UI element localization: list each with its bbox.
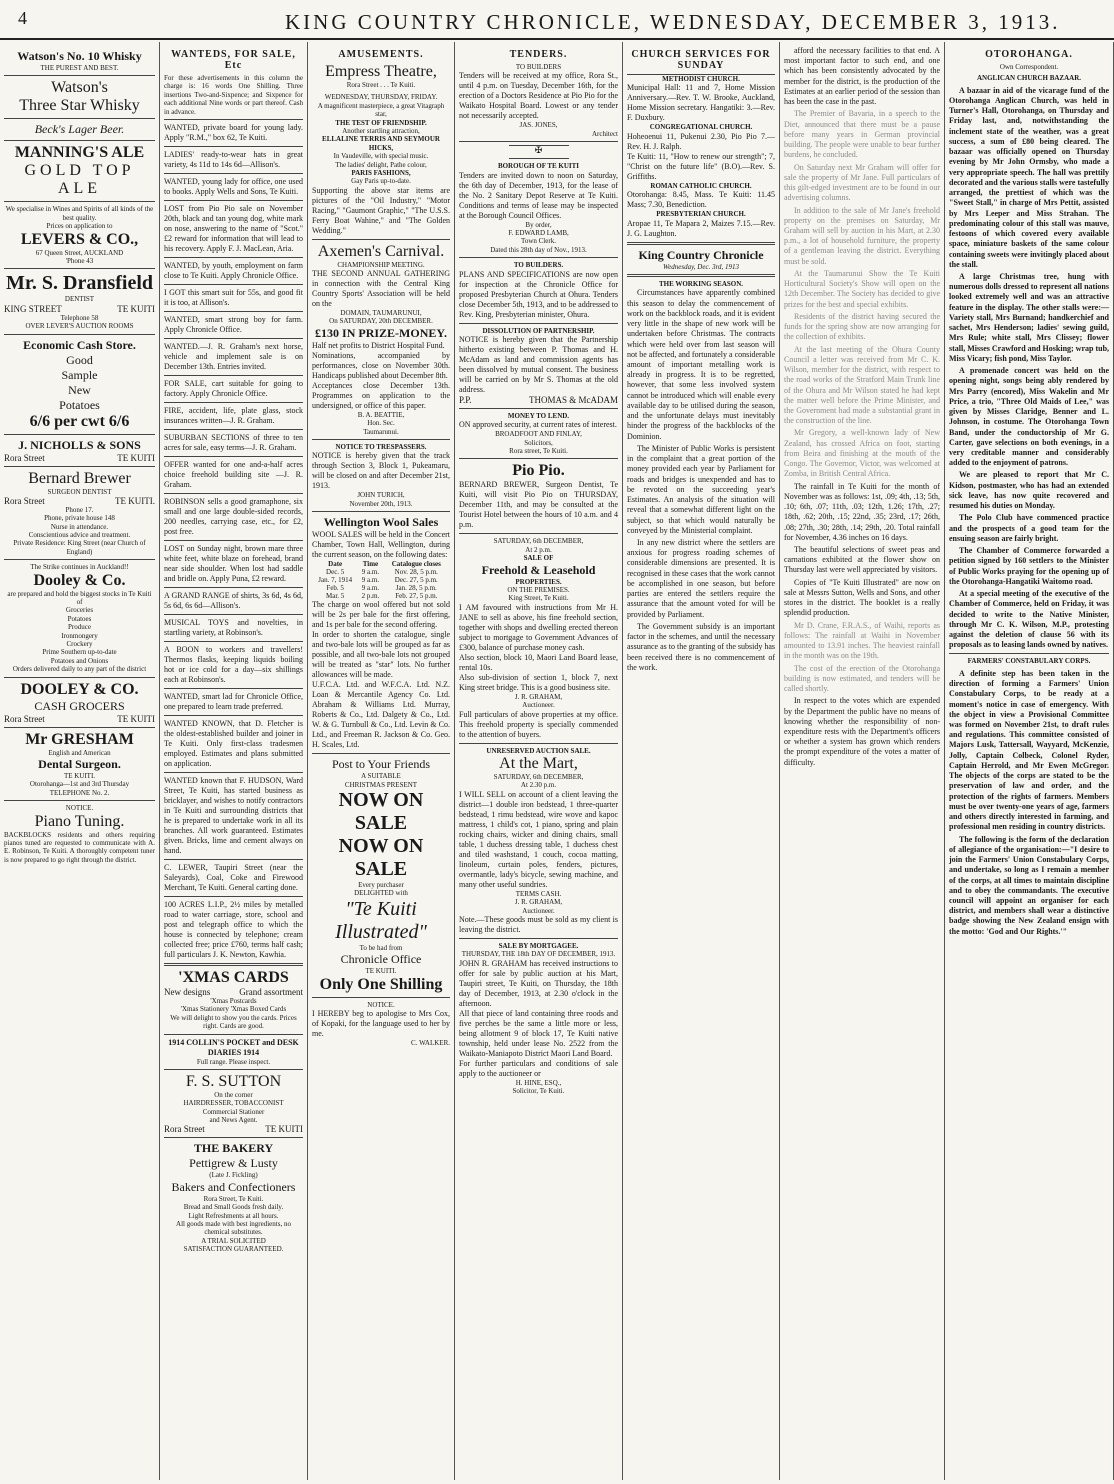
axemen-taumarunui: Taumarunui. (363, 427, 399, 436)
diary-title: 1914 COLLIN'S POCKET and DESK DIARIES 1914 (168, 1037, 299, 1057)
pettigrew-name: Pettigrew & Lusty (189, 1156, 278, 1171)
dooley-item-3: Produce (68, 623, 91, 632)
borough-crest-icon: ✠ (509, 145, 569, 159)
piopio-title: Pio Pio. (512, 462, 565, 480)
wool-text: WOOL SALES will be held in the Concert Chamber, Town Hall, Wellington, during the current season, on the following dates: (312, 530, 450, 560)
wines-text: We specialise in Wines and Spirits of all kinds of the best quality. (5, 205, 154, 222)
empress-support: Supporting the above star items are pictures of the "Oil Industry," "Motor Racing," "Gaumont Graphic," "The U.S.S. Ferry Boat Wahine," and "The Golden Wedding." (312, 185, 450, 235)
news-para-7: Mr Gregory, a well-known lady of New Zealand, has crossed Africa on foot, starting from Beira and finishing at the mouth of the Congo. The Governor, Victor, was welcomed at Zomba, in British Central Africa. (784, 428, 940, 479)
jones-name: JAS. JONES, (519, 121, 558, 130)
methodist-text: Municipal Hall: 11 and 7, Home Mission Anniversary.—Rev. T. W. Brooke, Auckland, Home Mission secretary. Hangatiki: 3.—Rev. F. Duxbury. (627, 83, 775, 123)
wool-title: Wellington Wool Sales (323, 515, 439, 530)
borough-title: BOROUGH OF TE KUITI (497, 162, 580, 171)
wanted-item-14: LOST on Sunday night, brown mare three white feet, white blaze on forehead, brand near side shoulder. When lost had saddle and bridle on. Apply Puna, £2 reward. (164, 543, 303, 583)
xmas-postcards: 'Xmas Postcards (210, 996, 257, 1005)
mortgagee-title: SALE BY MORTGAGEE. (498, 941, 579, 950)
hine-title: Solicitor, Te Kuiti. (512, 1087, 565, 1096)
bazaar-title: ANGLICAN CHURCH BAZAAR. (976, 74, 1082, 83)
sutton-street: Rora Street (164, 1124, 205, 1135)
sutton-line-2: HAIRDRESSER, TOBACCONIST (183, 1099, 284, 1108)
premises: ON THE PREMISES. (507, 586, 570, 595)
to-be-had: To be had from (359, 943, 403, 952)
freehold-title: Freehold & Leasehold (481, 562, 596, 577)
also-text-2: Also sub-division of section 1, block 7, next King street bridge. This is a good business site. (459, 672, 618, 692)
news-para-5: Residents of the district having secured the funds for the spring show are now arranging for the collection of exhibits. (784, 311, 940, 342)
money-text: ON approved security, at current rates of interest. (459, 420, 617, 430)
axemen-beattie: B. A. BEATTIE, (357, 410, 405, 419)
also-text: Also section, block 10, Maori Land Board lease, rental 10s. (459, 652, 618, 672)
dooley-orders: Orders delivered daily to any part of the district (12, 665, 147, 674)
wanted-item-8: WANTED.—J. R. Graham's next horse, vehicle and implement sale is on December 13th. Entries invited. (164, 341, 303, 371)
church-header: CHURCH SERVICES FOR SUNDAY (627, 46, 775, 75)
chronicle-town: TE KUITI. (365, 967, 397, 976)
will-sell-text: I WILL SELL on account of a client leaving the district—1 double iron bedstead, 1 three-quarter bedstead, 1 rimu bedstead, wire wove and kapoc mattress, 1 child's cot, 1 piano, spring and plain rocking chairs, wicker and dining chairs, small table, 1 duchess dressing table, 1 duchess chest and tiled washstand, 1 couch, cocoa matting, linoleum, curtain poles, fenders, pictures, overmantle, lady's bicycle, sewing machine, and many other useful sundries. (459, 789, 618, 889)
empress-street: Rora Street . . . Te Kuiti. (346, 81, 416, 89)
apology-notice: NOTICE. (367, 1000, 395, 1009)
wanted-item-4: LOST from Pio Pio sale on November 20th, black and tan young dog, white mark on nose, answering to the name of "Scot." £2 reward for information that will lead to his recovery. Apply F. J. MacLean, Aria. (164, 203, 303, 253)
news-para-6: At the last meeting of the Ohura County Council a letter was received from Mr C. K. Wilson, member for the district, with respect to the road works of the Stratford Main Trunk line of the Ohura and Mr Wilson stated he had kept the matter well before the Prime Minister, and the Government had made a substantial grant in the construction of the line. (784, 344, 940, 426)
whisky-ad-sub: THE PUREST AND BEST. (40, 64, 119, 72)
turich-name: JOHN TURICH, (357, 491, 405, 500)
dooley-item-1: Groceries (65, 606, 94, 615)
wanted-item-12: OFFER wanted for one and-a-half acres choice freehold building site —J. R. Graham. (164, 459, 303, 489)
dransfield-street: KING STREET (4, 303, 62, 314)
wanted-item-10: FIRE, accident, life, plate glass, stock insurances written—J. R. Graham. (164, 405, 303, 425)
table-cell: 9 a.m. (361, 576, 380, 585)
dooley-item-5: Crockery (66, 639, 93, 648)
broadfoot-solicitors: Solicitors, (524, 438, 553, 447)
paper-name: King Country Chronicle (638, 247, 764, 262)
gresham-name: Mr GRESHAM (25, 730, 134, 748)
axemen-profits: Half net profits to District Hospital Fund. (312, 340, 445, 350)
working-season-title: THE WORKING SEASON. (658, 279, 744, 288)
now-on-sale-1: NOW ON SALE (338, 788, 424, 834)
brewer-title: SURGEON DENTIST (47, 487, 112, 496)
roman-text: Otorohanga: 8.45, Mass. Te Kuiti: 11.45 Mass; 7.30, Benediction. (627, 190, 775, 210)
mart-time: At 2.30 p.m. (520, 781, 557, 790)
potatoes-line-1: Good (66, 352, 93, 367)
table-cell: Jan. 28, 5 p.m. (395, 584, 437, 593)
king-street: King Street, Te Kuiti. (508, 594, 569, 603)
bakery-goods: All goods made with best ingredients, no chemical substitutes. (176, 1220, 291, 1237)
table-cell: Jan. 7, 1914 (318, 576, 353, 585)
axemen-prize: £130 IN PRIZE-MONEY. (315, 325, 447, 340)
jones-title: Architect (591, 129, 618, 138)
illustrated-title: Illustrated" (335, 920, 427, 943)
mannings-ale-label: MANNING'S ALE (14, 144, 145, 162)
mortgagee-text-2: All that piece of land containing three roods and five perches be the same a little more or less, being allotment 9 of block 17, Te Kuiti native township, held under lease No. 2522 from the Waikato-Maniapoto District Maori Land Board. (459, 1008, 618, 1058)
sutton-line-1: On the corner (214, 1090, 253, 1099)
wanted-item-15: A GRAND RANGE of shirts, 3s 6d, 4s 6d, 5s 6d, 6s 6d—Allison's. (164, 590, 303, 610)
borough-dated: Dated this 28th day of Nov., 1913. (490, 245, 587, 254)
bakery-trial: A TRIAL SOLICITED (201, 1236, 266, 1245)
presby-text: Aropae 11, Te Mapara 2, Maizes 7.15.—Rev. J. G. Laughton. (627, 218, 775, 238)
trespass-title: NOTICE TO TRESPASSERS. (335, 443, 427, 452)
watsons-label: Watson's (51, 79, 108, 97)
editorial-para-1: Circumstances have apparently combined this season to delay the commencement of work on the backblock roads, and it is evident very little in the shape of new work will be undertaken before Christmas. The contracts which were held over from last season will not be affected, and fortunately a considerable amount of important metalling work is already in progress. It is to be regretted, however, that some less involved system cannot be introduced which will enable every available day to be utilised during the season, and the unfortunate delays must inevitably hinder the progress of the backblocks of the Dominion. (627, 288, 776, 441)
dransfield-over: OVER LEVER'S AUCTION ROOMS (25, 322, 134, 331)
table-cell: 9 a.m. (361, 584, 380, 593)
news-para-8: The rainfall in Te Kuiti for the month of November was as follows: 1st, .09; 4th, .13; 5th, .10; 6th, .07; 11th, .03; 12th, 1.26; 17th, .27; 18th, .62; 20th, .15; 22nd, .35; 23rd, .17; 26th, .08; 27th, .30; 28th, .14; 29th, .20. Total rainfall for November, 4.36 inches on 16 days. (784, 481, 940, 542)
dooley-co-name: DOOLEY & CO. (20, 680, 139, 698)
table-row (312, 568, 450, 576)
strike-text: The Strike continues in Auckland!! (30, 563, 129, 572)
terms-cash: TERMS CASH. (515, 889, 562, 898)
note-text: Note.—These goods must be sold as my client is leaving the district. (459, 914, 618, 934)
presby-title: PRESBYTERIAN CHURCH. (656, 210, 746, 219)
dooley-town: TE KUITI (117, 713, 155, 724)
farmers-para-1: A definite step has been taken in the direction of forming a Farmers' Union Constabulary Corps, to be ready at a moment's notice in case of emergency. With the object in view a Provisional Committee was formed on November 21st, to draft rules and regulations. This committee consisted of Majors Lusk, Tattersall, Wayyard, McKenzie, Jolly, Captain Colbeck, Colonel Ryder, Captain Herrold, and Mr Ewen McGregor. The objects of the corps are stated to be the preservation of law and order, and the protection of the rights of farmers. Members must be over twenty-one years of age, farmers and others directly interested in farming, and professional men residing in country districts. (949, 668, 1109, 832)
sutton-town: TE KUITI (265, 1124, 303, 1135)
farmers-para-2: The following is the form of the declaration of allegiance of the organisation:—"I desire to join the Farmers' Union Constabulary Corps, and undertake, so long as I remain a member of the corps, at all times to maintain discipline and to obey the commandants. The executive council will appoint an organiser for each district, and members shall wear a distinctive badge showing the New Zealand ensign with the motto: 'God and Our Rights.'" (949, 834, 1109, 936)
dooley-item-7: Potatoes and Onions (50, 656, 109, 665)
newspaper-title: KING COUNTRY CHRONICLE, WEDNESDAY, DECEMBER 3, 1913. (285, 10, 1061, 34)
wanted-item-16: MUSICAL TOYS and novelties, in startling variety, at Robinson's. (164, 617, 303, 637)
broadfoot-rora: Rora street, Te Kuiti. (509, 447, 568, 456)
graham-title-2: Auctioneer. (522, 906, 555, 915)
piano-title: Piano Tuning. (34, 812, 125, 830)
brewer-nurse: Nurse in attendance. (50, 522, 109, 531)
news-para-1: The Premier of Bavaria, in a speech to the Diet, announced that there must be a pause before many years in German provincial building. The people were unable to bear further burdens, he concluded. (784, 109, 940, 160)
favoured-text: I AM favoured with instructions from Mr H. JANE to sell as above, his fine freehold section, together with shops and dwelling erected thereon subject to mortgage to Government Advances of £300, balance of purchase money cash. (459, 602, 618, 652)
wanted-item-21: C. LEWER, Taupiri Street (near the Saleyards), Coal, Coke and Firewood Merchant, Te Kuiti. General carting done. (164, 862, 303, 892)
column-1-ads (0, 42, 160, 1480)
every-purchaser: Every purchaser (358, 880, 404, 889)
dransfield-name: Mr. S. Dransfield (5, 272, 154, 295)
congregational-text-2: Te Kuiti: 11, "How to renew our strength"; 7, "Christ on the future life" (B.O).—Rev. S. Griffiths. (627, 151, 775, 181)
money-title: MONEY TO LEND. (507, 411, 570, 420)
wanted-item-20: WANTED known that F. HUDSON, Ward Street, Te Kuiti, has started business as bricklayer, and wishes to notify contractors in Te Kuiti and surrounding districts that he is prepared to undertake work in all its branches. All work guaranteed. Estimates given. Bricks, lime and cement always on hand. (164, 775, 303, 855)
piano-notice-label: NOTICE. (65, 804, 94, 813)
sale-at2: At 2 p.m. (525, 545, 552, 554)
dransfield-title: DENTIST (64, 295, 95, 304)
xmas-stationery: 'Xmas Stationery 'Xmas Boxed Cards (180, 1005, 287, 1014)
wanted-item-3: WANTED, young lady for office, one used to books. Apply Wells and Sons, Te Kuiti. (164, 176, 303, 196)
wanted-item-9: FOR SALE, cart suitable for going to factory. Apply Chronicle Office. (164, 378, 303, 398)
table-cell: 9 a.m. (361, 568, 380, 577)
borough-text: Tenders are invited down to noon on Saturday, the 6th day of December, 1913, for the lease of the No. 2 Sanitary Depot Reserve at Te Kuiti. Conditions and terms of lease may be inspected at the Borough Council Offices. (459, 170, 618, 220)
empress-gay: Gay Paris up-to-date. (351, 177, 411, 186)
potatoes-line-4: Potatoes (59, 397, 100, 412)
column-2-wanteds (160, 42, 308, 1480)
mart-saturday: SATURDAY, 6th DECEMBER, (493, 772, 584, 781)
news-para-9: The beautiful selections of sweet peas and carnations exhibited at the flower show on Thursday last were well appreciated by visitors. (784, 545, 940, 575)
full-particulars: Full particulars of above properties at my office. This freehold property is specially commended to the attention of buyers. (459, 709, 618, 739)
brewer-phone-private: Phone, private house 148 (44, 514, 115, 523)
empress-masterpiece: A magnificent masterpiece, a great Vitagraph star, (317, 101, 445, 119)
bakers-label: Bakers and Confectioners (171, 1179, 296, 1194)
wanted-item-11: SUBURBAN SECTIONS of three to ten acres for sale, easy terms—J. R. Graham. (164, 432, 303, 452)
table-cell: Feb. 27, 5 p.m. (395, 592, 438, 601)
oto-para-4: We are pleased to report that Mr C. Kidson, postmaster, who has had an extended sick leave, has now quite recovered and resumed his duties on Monday. (949, 470, 1109, 511)
dooley-item-4: Ironmongery (61, 631, 98, 640)
nicholls-name: J. NICHOLLS & SONS (18, 437, 141, 452)
chronicle-office: Chronicle Office (340, 952, 422, 967)
one-shilling: Only One Shilling (319, 975, 443, 993)
dissolution-pp: P.P. (459, 394, 472, 405)
table-row (312, 584, 450, 592)
dooley-item-6: Prime Southern up-to-date (42, 648, 117, 657)
news-top: afford the necessary facilities to that end. A most important factor to such end, and one which has been consistently advocated by the member for the district, is the production of the Estimates at an earlier period of the session than has been the case in the past. (784, 46, 940, 107)
masthead (0, 0, 1114, 40)
gresham-days: Otorohanga—1st and 3rd Thursday (29, 780, 130, 789)
borough-clerk: Town Clerk. (521, 237, 556, 246)
brewer-street: Rora Street (4, 495, 45, 506)
oto-para-3: A promenade concert was held on the opening night, songs being ably rendered by Mrs Parry (encored), Miss Wakelin and Mr Price, a trio, "Three Old Maids of Lee," was given by Misses Claridge, Benner and L. Johnson, in costume. The Otorohanga Town Band, under the conductorship of Mr G. Carter, gave selections on both evenings, in a very creditable manner and considerably added to the enjoyment of patrons. (949, 366, 1109, 468)
sale-saturday: SATURDAY, 6th DECEMBER, (493, 537, 584, 546)
table-cell: Dec. 27, 5 p.m. (394, 576, 438, 585)
post-friends: Post to Your Friends (331, 757, 431, 772)
column-5-editorial (623, 42, 780, 1480)
potato-price: 6/6 per cwt 6/6 (29, 412, 130, 430)
wool-note-2: In order to shorten the catalogue, single and two-bale lots will be grouped as far as possible, and all two-bale lots not grouped will be treated as "star" lots. No further allowances will be made. (312, 630, 450, 680)
axemen-nominations: Nominations, accompanied by performances, close on November 30th. Handicaps published about December 8th. (312, 350, 450, 380)
apology-text: I HEREBY beg to apologise to Mrs Cox, of Kopaki, for the language used to her by me. (312, 1008, 450, 1038)
empress-ellaline: ELLALINE TERRIS AND SEYMOUR HICKS, (322, 135, 440, 152)
wanted-item-5: WANTED, by youth, employment on farm close to Te Kuiti. Apply Chronicle Office. (164, 260, 303, 280)
empress-friendship: THE TEST OF FRIENDSHIP. (335, 118, 427, 127)
axemen-text: THE SECOND ANNUAL GATHERING in connection with the Central King Country Sports' Association will be held on the (312, 269, 450, 309)
potatoes-line-2: Sample (61, 367, 98, 382)
news-para-10: Copies of "Te Kuiti Illustrated" are now on sale at Messrs Sutton, Wells and Sons, and other stores in the district. The booklet is a really splendid production. (784, 577, 940, 618)
farmers-title: FARMERS' CONSTABULARY CORPS. (967, 657, 1091, 666)
wanted-item-18: WANTED, smart lad for Chronicle Office, one prepared to learn trade preferred. (164, 691, 303, 711)
editorial-para-4: The Government subsidy is an important factor in the schemes, and until the necessary assurance as to the granting of the subsidy has been received there is no commencement of the work. (627, 621, 775, 672)
news-para-2: On Saturday next Mr Graham will offer for sale the property of Mr Jane. Full particulars of this gilt-edged investment are to be found in our advertising columns. (784, 162, 940, 203)
mart-title: At the Mart, (499, 754, 578, 772)
bakery-title: THE BAKERY (193, 1141, 274, 1156)
brewer-private-res: Private Residence: King Street (near Church of England) (13, 539, 146, 556)
post-present: CHRISTMAS PRESENT (344, 780, 418, 789)
otorohanga-header: OTOROHANGA. (985, 49, 1073, 60)
three-star-label: Three Star Whisky (19, 97, 140, 115)
table-row (312, 592, 450, 600)
properties-title: PROPERTIES. (515, 577, 562, 586)
levers-name: LEVERS & CO., (20, 230, 139, 248)
axemen-date: On SATURDAY, 20th DECEMBER. (329, 317, 433, 326)
wool-col-closes: Catalogue closes (391, 560, 441, 569)
lager-label: Beck's Lager Beer. (34, 122, 125, 137)
mortgagee-date: THURSDAY, THE 18th DAY OF DECEMBER, 1913. (461, 950, 616, 959)
levers-address: 67 Queen Street, AUCKLAND (35, 248, 124, 257)
tenders-header: TENDERS. (509, 49, 568, 60)
empress-days: WEDNESDAY, THURSDAY, FRIDAY. (324, 93, 438, 102)
gresham-sub: English and American (48, 748, 111, 757)
dooley-text: are prepared and hold the biggest stocks in Te Kuiti of (7, 589, 152, 607)
oto-para-6: The Chamber of Commerce forwarded a petition signed by 160 settlers to the Minister of Public Works praying for the opening up of the Otorohanga-Hangatiki Waitomo road. (949, 546, 1109, 586)
roman-title: ROMAN CATHOLIC CHURCH. (650, 181, 752, 190)
wanted-item-2: LADIES' ready-to-wear hats in great variety, 4s 11d to 14s 6d—Allison's. (164, 149, 303, 169)
wool-col-date: Date (328, 560, 343, 569)
wanteds-header: WANTEDS, FOR SALE, Etc (171, 49, 296, 71)
wanted-item-1: WANTED, private board for young lady. Apply "R.M.," box 62, Te Kuiti. (164, 122, 303, 142)
unreserved-title: UNRESERVED AUCTION SALE. (486, 746, 591, 755)
delighted-with: DELIGHTED with (354, 889, 408, 898)
oto-para-1: A bazaar in aid of the vicarage fund of the Otorohanga Anglican Church, was held in Turner's Hall, Otorohanga, on Thursday and Friday last, and, notwithstanding the inclement state of the weather, was a great success, a sum of £80 being cleared. The bazaar was officially opened on Thursday evening by Mr John Ormsby, who made a very appropriate speech. The hall was prettily decorated and the various stalls were tastefully arranged, the prettiest of which was the "Sweet Stall," in charge of Mrs Pettit, assisted by Mrs Leeper and Miss Strahan. The predominating colour of this stall was mauve, festoons of which covered every available space, miniature baskets of the same colour containing sweets were invitingly placed about the stall. (949, 85, 1109, 269)
piopio-text: BERNARD BREWER, Surgeon Dentist, Te Kuiti, will visit Pio Pio on THURSDAY, December 11th, and may be consulted at the Tourist Hotel between the hours of 10 a.m. and 4 p.m. (459, 480, 618, 530)
xmas-grand: Grand assortment (239, 986, 303, 997)
gresham-tel: TELEPHONE No. 2. (49, 788, 110, 797)
borough-lamb: F. EDWARD LAMB, (508, 228, 569, 237)
empress-ladies: The ladies' delight, Pathe colour, (335, 160, 427, 169)
dooley-name: Dooley & Co. (33, 571, 126, 589)
trespass-text: NOTICE is hereby given that the track through Section 3, Block 1, Pukeamaru, will be closed on and after December 21st, 1913. (312, 451, 450, 491)
graham-name: J. R. GRAHAM, (514, 692, 563, 701)
axemen-accept: Acceptances close December 13th. Programmes on application to the undersigned, or office of this paper. (312, 380, 450, 410)
brewer-name: Bernard Brewer (28, 469, 131, 487)
oto-para-2: A large Christmas tree, hung with numerous dolls dressed to represent all nations looked extremely well and was an attractive feature in the display. The other stalls were:—Variety stall, Mrs Burnand; handkerchief and sachet, Mrs Henderson; ladies' sewing guild, Mrs Rule; white stall, Mrs Clissey; flower stall, Misses Crawford and Hosking; wrap tub, Miss Vicary; fish pond, Miss Taylor. (949, 272, 1110, 363)
table-cell: Feb. 5 (326, 584, 344, 593)
piano-text: BACKBLOCKS residents and others requiring pianos tuned are requested to communicate with A. E. Robinson, Te Kuiti. A thoroughly competent tuner is now prepared to go right through the district. (4, 830, 155, 864)
broadfoot: BROADFOOT AND FINLAY, (495, 430, 582, 439)
table-cell: 2 p.m. (361, 592, 380, 601)
turich-date: November 20th, 1913. (349, 499, 413, 508)
hine-name: H. HINE, ESQ., (515, 1078, 562, 1087)
news-para-12: The cost of the erection of the Otorohanga building is now estimated, and tenders will be called shortly. (784, 663, 940, 694)
empress-title: Empress Theatre, (325, 63, 437, 80)
news-para-11: Mr D. Crane, F.R.A.S., of Waihi, reports as follows: The rainfall at Waihi in November amounted to 13.91 inches. The heaviest rainfall in the month was on the 19th. (784, 620, 940, 661)
diary-sub: Full range. Please inspect. (196, 1057, 271, 1066)
column-3-amusements (308, 42, 455, 1480)
column-6-news (780, 42, 945, 1480)
page-number: 4 (18, 8, 27, 28)
congregational-title: CONGREGATIONAL CHURCH. (649, 123, 753, 132)
gresham-town: TE KUITI. (63, 771, 96, 780)
pettigrew-sub: (Late J. Fickling) (209, 1171, 258, 1180)
congregational-text: Hoheoenui 11, Pukenui 2.30, Pio Pio 7.—Rev. H. J. Ralph. (627, 131, 775, 151)
brewer-conscientious: Conscientious advice and treatment. (28, 531, 131, 540)
brewer-town: TE KUITI. (115, 495, 155, 506)
news-para-3: In addition to the sale of Mr Jane's freehold property on the premises on Saturday, Mr Graham will sell by auction in his Mart, at 2.30 p.m., a lot of household furniture, the property of a gentleman leaving the district. Everything must be sold. (784, 205, 940, 266)
wanteds-intro: For these advertisements in this column the charge is: 16 words One Shilling. Three insertions Two-and-Sixpence; and Sixpence for each additional Nine words or part thereof. Cash in advance. (164, 74, 303, 116)
xmas-delight: We will delight to show you the cards. Prices right. Cards are good. (170, 1013, 297, 1031)
dransfield-town: TE KUITI (117, 303, 155, 314)
axemen-title: Axemen's Carnival. (317, 242, 445, 260)
wanted-item-7: WANTED, smart strong boy for farm. Apply Chronicle Office. (164, 314, 303, 334)
graham-title: Auctioneer. (522, 701, 555, 710)
wanted-item-22: 100 ACRES L.I.P., 2½ miles by metalled road to water carriage, store, school and post and telegraph office to which the house is connected by telephone; cream collected free; price £760, terms half cash; full particulars J. K. Newton, Kawhia. (164, 899, 303, 959)
gold-top-ale-label: GOLD TOP ALE (24, 162, 135, 198)
wool-note: The charge on wool offered but not sold will be 2s per bale for the first offering, and 1s per bale for the second offering. (312, 600, 450, 630)
dransfield-tel: Telephone 58 (60, 313, 99, 322)
sale-of: SALE OF (523, 554, 554, 563)
prices-text: Prices on application to (46, 222, 113, 231)
nicholls-street: Rora Street (4, 452, 45, 463)
bakery-street: Rora Street, Te Kuiti. (203, 1194, 264, 1203)
tenders-text: Tenders will be received at my office, Rora St., until 4 p.m. on Tuesday, December 16th, for the erection of a Doctors Residence at Pio Pio for the Waikato Hospital Board. Lowest or any tender not necessarily accepted. (459, 71, 618, 121)
levers-phone: 'Phone 43 (65, 256, 94, 265)
sutton-line-4: and News Agent. (209, 1116, 258, 1125)
bakery-bread: Bread and Small Goods fresh daily. (183, 1203, 284, 1212)
axemen-champ: CHAMPIONSHIP MEETING. (337, 260, 425, 269)
paper-date: Wednesday, Dec. 3rd, 1913 (662, 262, 740, 271)
brewer-phone: Phone 17. (65, 505, 94, 514)
table-cell: Dec. 5 (326, 568, 345, 577)
plans-text: PLANS AND SPECIFICATIONS are now open for inspection at the Chronicle Office for proposed Presbyterian Church at Ohura. Tenders close December 5th, 1913, and to be addressed to Rev. King, Presbyterian minister, Ohura. (459, 269, 618, 319)
table-row (312, 576, 450, 584)
mortgagee-text: JOHN R. GRAHAM has received instructions to offer for sale by public auction at his Mart, Taupiri street, Te Kuiti, on Thursday, the 18th day of December, 1913, at 2.30 o'clock in the afternoon. (459, 958, 618, 1008)
axemen-domain: DOMAIN, TAUMARUNUI, (340, 309, 422, 318)
te-kuiti-title: "Te Kuiti (345, 897, 417, 920)
builders-2: TO BUILDERS. (513, 261, 564, 270)
dissolution-text: NOTICE is hereby given that the Partnership hitherto existing between P. Thomas and H. McAdam as land and commission agents has been dissolved by mutual consent. The business will be carried on by Mr S. Thomas at the old address. (459, 334, 618, 394)
bakery-refresh: Light Refreshments at all hours. (188, 1211, 279, 1220)
wanted-item-17: A BOON to workers and travellers! Thermos flasks, keeping liquids boiling hot or ice cold for a day—six shillings each at Robinson's. (164, 644, 303, 684)
empress-paris: PARIS FASHIONS, (351, 168, 411, 177)
borough-order: By order, (525, 220, 552, 229)
wool-col-time: Time (362, 560, 379, 569)
column-4-tenders (455, 42, 623, 1480)
potatoes-line-3: New (68, 382, 91, 397)
empress-vaudeville: In Vaudeville, with special music. (333, 152, 429, 161)
post-suitable: A SUITABLE (361, 772, 401, 781)
axemen-beattie-sub: Hon. Sec. (367, 419, 395, 428)
column-7-otorohanga (945, 42, 1114, 1480)
cash-grocers: CASH GROCERS (34, 698, 125, 713)
cash-store-title: Economic Cash Store. (23, 337, 136, 352)
apology-signature: C. WALKER. (411, 1038, 450, 1047)
editorial-para-3: In any new district where the settlers are anxious for progress roading schemes of considerable dimensions are presented. It is recognised in these cases that the work cannot be accomplished in one season, but before parties are entered the settlers require the assurance that the amount voted for will be provided by Parliament. (627, 537, 775, 619)
dooley-street: Rora Street (4, 713, 45, 724)
bakery-guarantee: SATISFACTION GUARANTEED. (183, 1245, 284, 1254)
wool-table (312, 560, 450, 600)
news-para-4: At the Taumarunui Show the Te Kuiti Horticultural Society's Show will open on the 12th December. The Society has decided to give prizes for the best and special exhibits. (784, 268, 940, 309)
to-builders: TO BUILDERS (515, 63, 562, 71)
dissolution-title: DISSOLUTION OF PARTNERSHIP. (482, 326, 595, 335)
nicholls-town: TE KUITI (117, 452, 155, 463)
graham-name-2: J. R. GRAHAM, (514, 898, 563, 907)
wanted-item-6: I GOT this smart suit for 55s, and good fit it is too, at Allison's. (164, 287, 303, 307)
editorial-para-2: The Minister of Public Works is persistent in the complaint that a great portion of the money provided each year by Parliament for roads and bridges is unexpended and has to be revoted on the succeeding year's Estimates. An analysis of the situation will reveal that a somewhat different light on the subject, so that which would naturally be conveyed by the Ministerial complaint. (627, 443, 775, 535)
table-cell: Mar. 5 (326, 592, 345, 601)
news-para-13: In respect to the votes which are expended by the Department the public have no means of knowing whether the responsibility of non-expenditure rests with the Department's officers or whether a system has grown which renders the prompt expenditure of the votes a matter of difficulty. (784, 696, 940, 767)
gresham-dental: Dental Surgeon. (38, 756, 121, 771)
wool-brokers: U.F.C.A. Ltd. and W.F.C.A. Ltd. N.Z. Loan & Mercantile Agency Co. Ltd. Abraham & Williams Ltd. Murray, Roberts & Co., Ltd. Dalgety & Co., Ltd. W. & G. Turnbull & Co., Ltd. Levin & Co. Ltd., and Freeman R. Jackson & Co. Geo. H. Scales, Ltd. (312, 680, 450, 750)
further-text: For further particulars and conditions of sale apply to the auctioneer or (459, 1058, 618, 1078)
own-correspondent: Own Correspondent. (999, 63, 1059, 71)
dissolution-thomas: THOMAS & McADAM (528, 394, 618, 405)
dooley-item-2: Potatoes (67, 614, 92, 623)
oto-para-7: At a special meeting of the executive of the Chamber of Commerce, held on Friday, it was decided to write to the Native Minister, through Mr C. K. Wilson, M.P., protesting against the deletion of clause 56 with its proposals as to leasing lands owned by natives. (949, 589, 1109, 650)
empress-another: Another startling attraction, (342, 126, 420, 135)
table-cell: Nov. 28, 5 p.m. (394, 568, 438, 577)
wanted-item-13: ROBINSON sells a good gramaphone, six small and one large double-sided records, 200 needles, carrying case, etc., for £2, post free. (164, 496, 303, 536)
whisky-ad-title: Watson's No. 10 Whisky (17, 49, 142, 63)
methodist-title: METHODIST CHURCH. (662, 75, 740, 83)
amusements-header: AMUSEMENTS. (338, 49, 424, 60)
sutton-name: F. S. SUTTON (185, 1072, 282, 1090)
wanted-item-19: WANTED KNOWN, that D. Fletcher is the oldest-established builder and joiner in Te Kuiti. Only first-class tradesmen employed. Estimates and plans submitted on application. (164, 718, 303, 768)
now-on-sale-2: NOW ON SALE (338, 834, 424, 880)
xmas-cards-title: 'XMAS CARDS (178, 968, 289, 986)
xmas-new-designs: New designs (164, 986, 211, 997)
sutton-line-3: Commercial Stationer (202, 1107, 265, 1116)
oto-para-5: The Polo Club have commenced practice and the prospects of a good team for the ensuing season are fairly bright. (949, 513, 1109, 543)
